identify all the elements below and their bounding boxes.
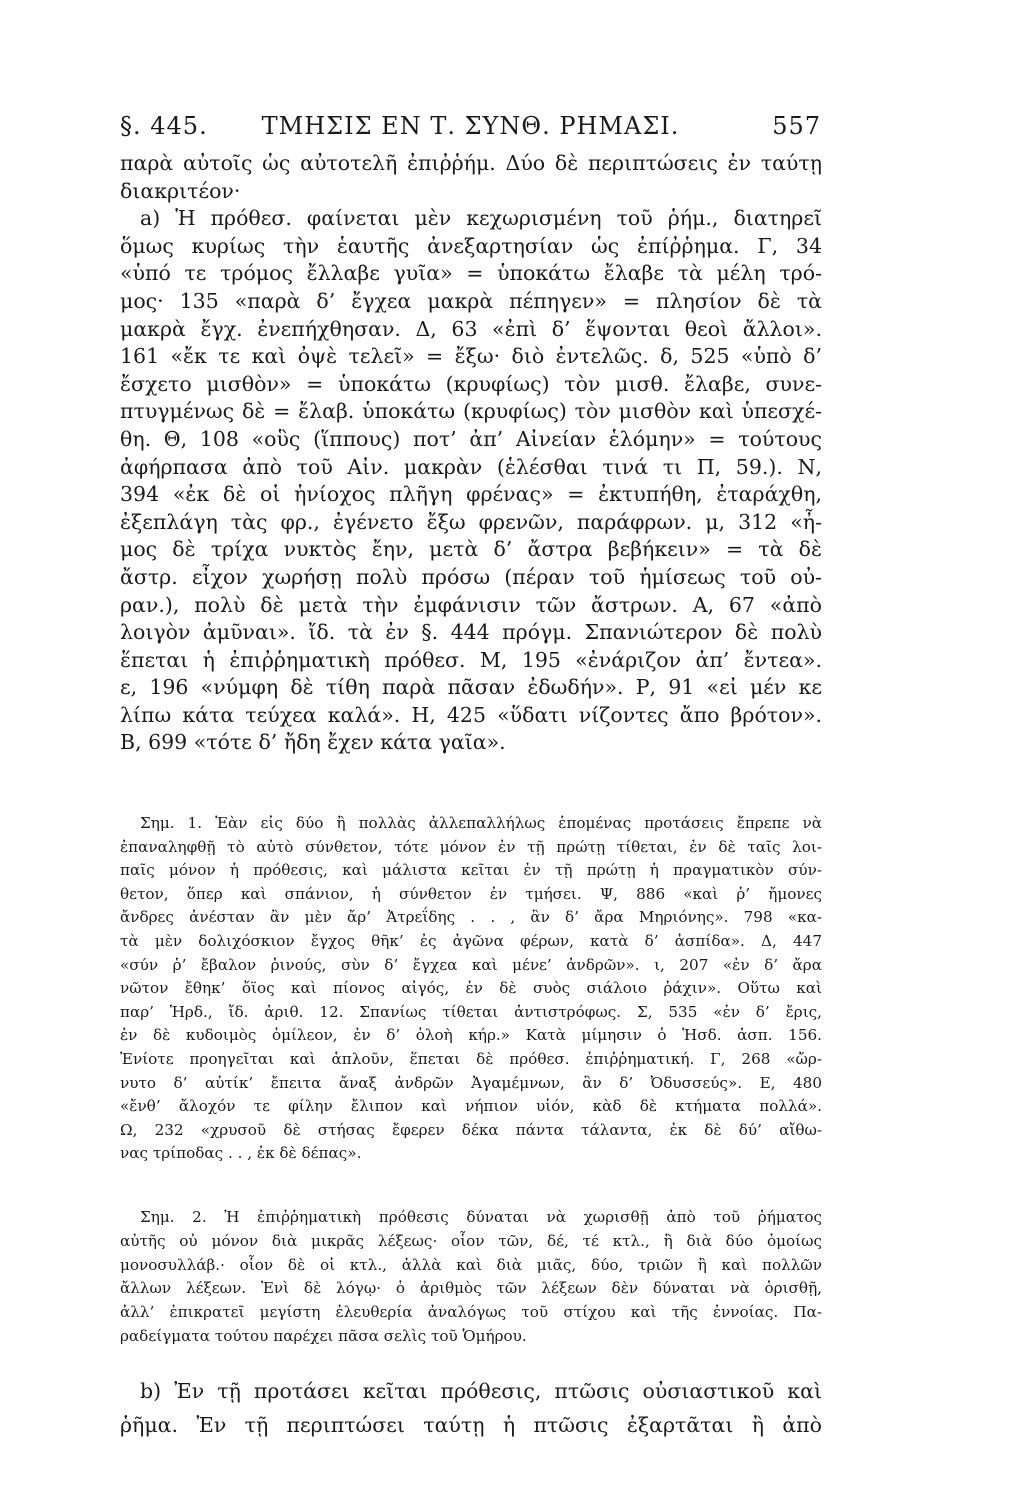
note-line: νῶτον ἔθηκ’ ὄϊος καὶ πίονος αἰγός, ἐν δὲ συὸς σιάλοιο ῥάχιν». Οὕτω καὶ bbox=[120, 979, 822, 998]
body-line: ἀφήρπασα ἀπὸ τοῦ Αἰν. μακρὰν (ἑλέσθαι τινά τι Π, 59.). Ν, bbox=[120, 454, 822, 479]
note-line: θετον, ὅπερ καὶ σπάνιον, ἡ σύνθετον ἐν τμήσει. Ψ, 886 «καὶ ῥ’ ἤμονες bbox=[120, 884, 822, 903]
note-line: παρ’ Ἡρδ., ἴδ. ἀριθ. 12. Σπανίως τίθεται ἀντιστρόφως. Σ, 535 «ἐν δ’ ἔρις, bbox=[120, 1002, 822, 1021]
note-line: αὐτῆς οὐ μόνον διὰ μικρᾶς λέξεως· οἷον τῶν, δέ, τέ κτλ., ἢ διὰ δύο ὁμοίως bbox=[120, 1231, 822, 1250]
note-line: ἄνδρες ἀνέσταν ἂν μὲν ἄρ’ Ἀτρεΐδης . . , ἂν δ’ ἄρα Μηριόνης». 798 «κα- bbox=[120, 908, 822, 927]
body-line: Β, 699 «τότε δ’ ἤδη ἔχεν κάτα γαῖα». bbox=[120, 730, 506, 755]
note-line: τὰ μὲν δολιχόσκιον ἔγχος θῆκ’ ἐς ἀγῶνα φέρων, κατὰ δ’ ἀσπίδα». Δ, 447 bbox=[120, 931, 822, 950]
body-line: ε, 196 «νύμφη δὲ τίθη παρὰ πᾶσαν ἐδωδήν». Ρ, 91 «εἰ μέν κε bbox=[120, 675, 822, 700]
body-line: μος δὲ τρίχα νυκτὸς ἔην, μετὰ δ’ ἄστρα βεβήκειν» = τὰ δὲ bbox=[120, 537, 822, 562]
body-line: «ὑπό τε τρόμος ἔλλαβε γυῖα» = ὑποκάτω ἔλαβε τὰ μέλη τρό- bbox=[120, 261, 822, 286]
body-line: λοιγὸν ἀμῦναι». ἴδ. τὰ ἐν §. 444 πρόγμ. Σπανιώτερον δὲ πολὺ bbox=[120, 620, 822, 645]
note-line: ἄλλων λέξεων. Ἐνὶ δὲ λόγῳ· ὁ ἀριθμὸς τῶν λέξεων δὲν δύναται νὰ ὁρισθῇ, bbox=[120, 1279, 822, 1298]
body-line: b) Ἐν τῇ προτάσει κεῖται πρόθεσις, πτῶσις οὐσιαστικοῦ καὶ bbox=[140, 1379, 822, 1403]
section-number: §. 445. bbox=[120, 112, 208, 140]
body-line: μος· 135 «παρὰ δ’ ἔγχεα μακρὰ πέπηγεν» = πλησίον δὲ τὰ bbox=[120, 288, 822, 313]
body-line: ραν.), πολὺ δὲ μετὰ τὴν ἐμφάνισιν τῶν ἄστρων. Α, 67 «ἀπὸ bbox=[120, 592, 822, 617]
note-line: ἐπαναληφθῇ τὸ αὐτὸ σύνθετον, τότε μόνον ἐν τῇ πρώτῃ τίθεται, ἐν δὲ ταῖς λοι- bbox=[120, 837, 822, 856]
note-line: «σύν ῥ’ ἔβαλον ῥινούς, σὺν δ’ ἔγχεα καὶ μένε’ ἀνδρῶν». ι, 207 «ἐν δ’ ἄρα bbox=[120, 955, 822, 974]
page-number: 557 bbox=[772, 112, 821, 140]
body-line: ἕπεται ἡ ἐπιῤῥηματικὴ πρόθεσ. Μ, 195 «ἐνάριζον ἀπ’ ἔντεα». bbox=[120, 647, 822, 672]
body-line: ἐξεπλάγη τὰς φρ., ἐγένετο ἔξω φρενῶν, παράφρων. μ, 312 «ἦ- bbox=[120, 509, 822, 534]
note-1 bbox=[120, 812, 822, 1166]
note-line: Σημ. 1. Ἐὰν εἰς δύο ἢ πολλὰς ἀλλεπαλλήλως ἑπομένας προτάσεις ἔπρεπε νὰ bbox=[140, 814, 822, 832]
body-line: λίπω κάτα τεύχεα καλά». Η, 425 «ὕδατι νίζοντες ἄπο βρότον». bbox=[120, 702, 822, 727]
note-line: ραδείγματα τούτου παρέχει πᾶσα σελὶς τοῦ Ὁμήρου. bbox=[120, 1326, 527, 1345]
main-paragraph bbox=[120, 150, 822, 757]
running-title: ΤΜΗΣΙΣ ΕΝ Τ. ΣΥΝΘ. ΡΗΜΑΣΙ. bbox=[261, 112, 680, 140]
body-line: πτυγμένως δὲ = ἔλαβ. ὑποκάτω (κρυφίως) τὸν μισθὸν καὶ ὑπεσχέ- bbox=[120, 399, 822, 424]
note-line: ἐν δὲ κυδοιμὸς ὁμίλεον, ἐν δ’ ὀλοὴ κήρ.» Κατὰ μίμησιν ὁ Ἡσδ. ἀσπ. 156. bbox=[120, 1026, 822, 1045]
body-line: ἔσχετο μισθὸν» = ὑποκάτω (κρυφίως) τὸν μισθ. ἔλαβε, συνε- bbox=[120, 371, 822, 396]
body-line: 394 «ἐκ δὲ οἱ ἡνίοχος πλῆγη φρένας» = ἐκτυπήθη, ἐταράχθη, bbox=[120, 482, 822, 507]
note-2 bbox=[120, 1206, 822, 1349]
note-line: νας τρίποδας . . , ἐκ δὲ δέπας». bbox=[120, 1144, 362, 1163]
running-header bbox=[120, 112, 821, 146]
note-line: Ἐνίοτε προηγεῖται καὶ ἁπλοῦν, ἕπεται δὲ πρόθεσ. ἐπιῤῥηματική. Γ, 268 «ὤρ- bbox=[120, 1049, 822, 1068]
body-line: παρὰ αὐτοῖς ὡς αὐτοτελῆ ἐπιῤῥήμ. Δύο δὲ περιπτώσεις ἐν ταύτῃ bbox=[120, 151, 822, 175]
body-line: διακριτέον· bbox=[120, 178, 241, 203]
note-line: Ω, 232 «χρυσοῦ δὲ στήσας ἔφερεν δέκα πάντα τάλαντα, ἐκ δὲ δύ’ αἴθω- bbox=[120, 1120, 822, 1139]
subsection-b bbox=[120, 1374, 822, 1442]
note-line: μονοσυλλάβ.· οἷον δὲ οἱ κτλ., ἀλλὰ καὶ διὰ μιᾶς, δύο, τριῶν ἢ καὶ πολλῶν bbox=[120, 1255, 822, 1274]
body-line: ὅμως κυρίως τὴν ἑαυτῆς ἀνεξαρτησίαν ὡς ἐπίῤῥημα. Γ, 34 bbox=[120, 233, 822, 258]
note-line: «ἔνθ’ ἄλοχόν τε φίλην ἔλιπον καὶ νήπιον υἱόν, κὰδ δὲ κτήματα πολλά». bbox=[120, 1097, 822, 1116]
note-line: παῖς μόνον ἡ πρόθεσις, καὶ μάλιστα κεῖται ἐν τῇ πρώτῃ ἡ πραγματικὸν σύν- bbox=[120, 861, 822, 880]
body-line: a) Ἡ πρόθεσ. φαίνεται μὲν κεχωρισμένη τοῦ ῥήμ., διατηρεῖ bbox=[140, 206, 822, 231]
body-line: ῥῆμα. Ἐν τῇ περιπτώσει ταύτῃ ἡ πτῶσις ἐξαρτᾶται ἢ ἀπὸ bbox=[120, 1413, 822, 1437]
body-line: μακρὰ ἔγχ. ἐνεπήχθησαν. Δ, 63 «ἐπὶ δ’ ἕψονται θεοὶ ἄλλοι». bbox=[120, 316, 822, 341]
note-line: Σημ. 2. Ἡ ἐπιῤῥηματικὴ πρόθεσις δύναται νὰ χωρισθῇ ἀπὸ τοῦ ῥήματος bbox=[140, 1208, 822, 1226]
note-line: νυτο δ’ αὐτίκ’ ἔπειτα ἄναξ ἀνδρῶν Ἀγαμέμνων, ἂν δ’ Ὀδυσσεύς». Ε, 480 bbox=[120, 1073, 822, 1092]
body-line: θη. Θ, 108 «οὓς (ἵππους) ποτ’ ἀπ’ Αἰνείαν ἑλόμην» = τούτους bbox=[120, 426, 822, 451]
note-line: ἀλλ’ ἐπικρατεῖ μεγίστη ἐλευθερία ἀναλόγως τοῦ στίχου καὶ τῆς ἐννοίας. Πα- bbox=[120, 1303, 822, 1322]
body-line: ἄστρ. εἶχον χωρήσῃ πολὺ πρόσω (πέραν τοῦ ἡμίσεως τοῦ οὐ- bbox=[120, 564, 822, 589]
body-line: 161 «ἔκ τε καὶ ὀψὲ τελεῖ» = ἔξω· διὸ ἐντελῶς. δ, 525 «ὑπὸ δ’ bbox=[120, 344, 822, 369]
